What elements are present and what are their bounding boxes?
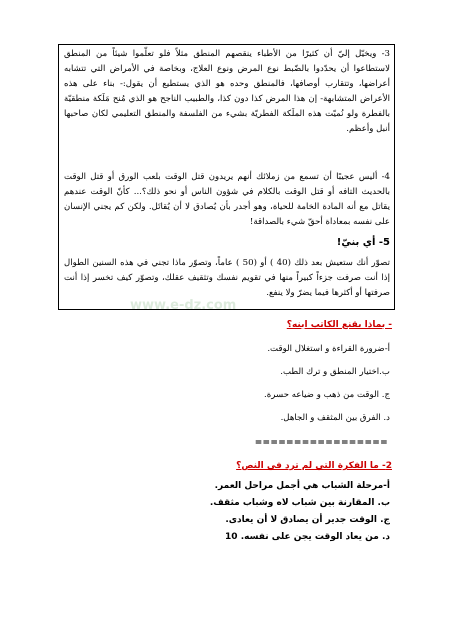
question-1-prompt: - بماذا يقنع الكاتب ابنه؟ <box>286 320 392 330</box>
question-2-option-c: ج. الوقت جدير أن يصادق لا أن يعادى. <box>225 515 390 525</box>
question-1-option-a: أ-ضرورة القراءة و استغلال الوقت. <box>267 344 390 354</box>
question-2-prompt: 2- ما الفكرة التي لم ترد في النص؟ <box>236 461 392 471</box>
watermark: www.e-dz.com <box>130 298 237 313</box>
paragraph-4: 4- أليس عجيبًا أن تسمع من زملائك أنهم يريدون قتل الوقت بلعب الورق أو قتل الوقت بالحديث التافه أو قتل الوقت بالكلام في شؤون الناس أو نحو ذلك؟... كأنّ الوقت عندهم يقاتل مع أنه المادة الخامة للحياة، وهو أجدر بأن يُصادق لا أن يُقاتَل. ولكن كم يجني الإنسان على نفسه بمعاداة أحقّ شيء بالصداقة! <box>64 172 390 227</box>
question-1-option-c: ج. الوقت من ذهب و ضياعه حسرة. <box>264 390 390 400</box>
question-2-option-b: ب. المقارنة بين شباب لاه وشباب مثقف. <box>209 498 390 508</box>
question-1-option-b: ب.اختيار المنطق و ترك الطب. <box>280 367 390 377</box>
section-5-heading: 5- أي بنيّ! <box>336 237 390 248</box>
question-2-option-a: أ-مرحلة الشباب هي أجمل مراحل العمر. <box>214 481 390 491</box>
question-1-option-d: د. الفرق بين المثقف و الجاهل. <box>280 413 390 423</box>
paragraph-5: تصوّر أنك ستعيش بعد ذلك (40 ) أو (50 ) عاماً، وتصوّر ماذا تجني في هذه السنين الطوال إذا أنت صرفت جزءاً كبيراً منها في تقويم نفسك وتثقيف عقلك، وتصوّر كيف تخسر إذا أنت صرفتها أو أكثرها فيما يضرّ ولا ينفع. <box>64 258 390 298</box>
separator-line: ================= <box>254 438 388 448</box>
paragraph-3: 3- ويخيّل إليّ أن كثيرًا من الأطباء ينقصهم المنطق مثلاً فلو تعلّموا شيئاً من المنطق لاستطاعوا أن يحدّدوا بالضّبط نوع المرض ونوع العلاج، وبخاصة في الأمراض التي تتشابه أعراضها، وتتقارب أوصافها، فالمنطق وحده هو الذي يستطيع أن يقول:- بناء على هذه الأعراض المتشابهة- إن هذا المرض كذا دون كذا، والطبيب الناجح هو الذي مُنح مَلَكة منطقيّة بالفطرة ولو نُميّت هذه الملَكة الفطريّة بشيء من الفلسفة والمنطق التعليمي لكان صاحبها أنبل وأعظم. <box>64 49 390 134</box>
question-2-option-d: د. من يعاد الوقت يجن على نفسه. 10 <box>225 532 390 542</box>
